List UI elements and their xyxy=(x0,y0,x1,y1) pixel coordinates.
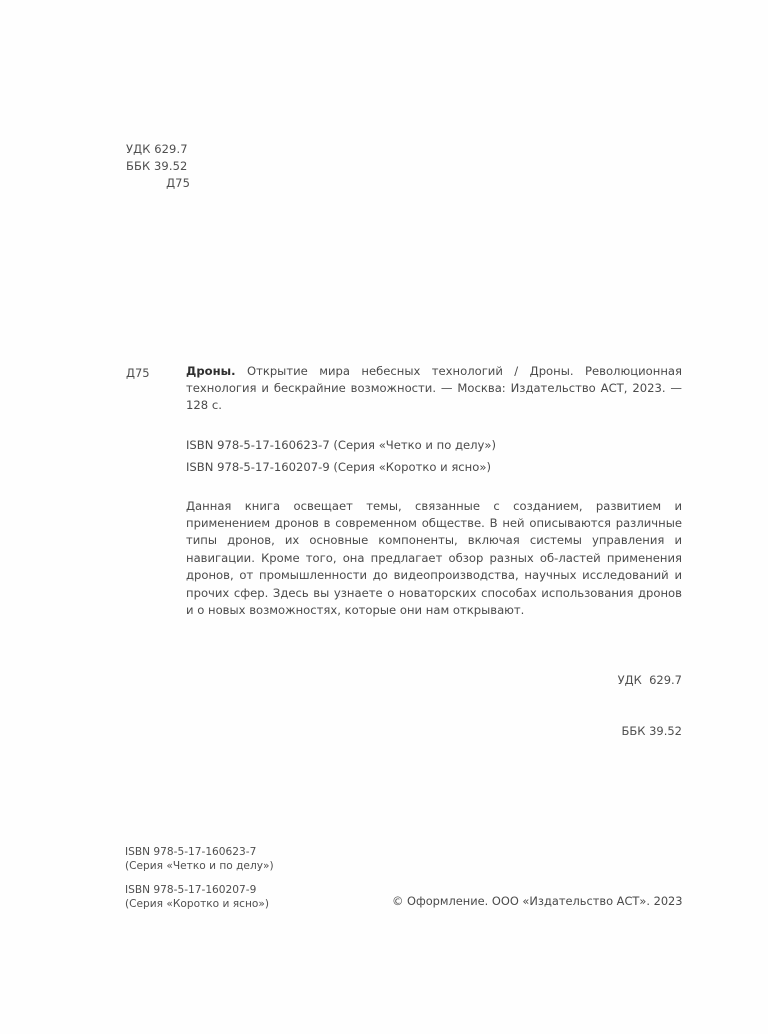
isbn-line: ISBN 978-5-17-160623-7 (Серия «Четко и по делу») xyxy=(186,437,497,452)
author-mark-top: Д75 xyxy=(166,176,190,190)
footer-isbn-series: (Серия «Коротко и ясно») xyxy=(125,898,269,911)
bibliographic-record xyxy=(126,363,682,774)
footer-isbn-group xyxy=(125,845,274,874)
record-author-mark: Д75 xyxy=(126,366,150,380)
udk-code-top: УДК 629.7 xyxy=(126,142,188,156)
biblio-description xyxy=(186,363,682,415)
biblio-details: Открытие мира небесных технологий / Дроны. Революционная технология и бескрайние возможности. — Москва: Издательство АСТ, 2023. — 128 с. xyxy=(186,364,682,413)
bbk-code-bottom: ББК 39.52 xyxy=(621,724,682,739)
classification-block-bottom xyxy=(186,638,682,774)
footer-isbn: ISBN 978-5-17-160623-7 xyxy=(125,846,257,858)
isbn-list xyxy=(186,434,682,478)
footer-isbn-list xyxy=(125,845,274,912)
footer-isbn: ISBN 978-5-17-160207-9 xyxy=(125,883,257,896)
book-annotation: Данная книга освещает темы, связанные с созданием, развитием и применением дронов в современном обществе. В ней описываются различные типы дронов, их основные компоненты, включая системы управления и навигации. Кроме того, она предлагает обзор разных об-ластей применения дронов, от промышленности до видеопроизводства, научных исследований и прочих сфер. Здесь вы узнаете о новаторских способах использования дронов и о новых возможностях, которые они нам открывают. xyxy=(186,498,682,618)
bbk-code-top: ББК 39.52 xyxy=(126,159,188,173)
footer-isbn-group xyxy=(125,883,274,912)
copyright-notice: © Оформление. ООО «Издательство АСТ». 2023 xyxy=(392,894,683,908)
footer-isbn-series: (Серия «Четко и по делу») xyxy=(125,860,274,873)
book-title: Дроны. xyxy=(186,364,236,378)
record-body xyxy=(186,363,682,774)
isbn-line: ISBN 978-5-17-160207-9 (Серия «Коротко и ясно») xyxy=(186,459,491,474)
page-footer xyxy=(0,845,768,920)
udk-code-bottom: УДК 629.7 xyxy=(617,673,682,688)
classification-block-top xyxy=(126,141,190,192)
